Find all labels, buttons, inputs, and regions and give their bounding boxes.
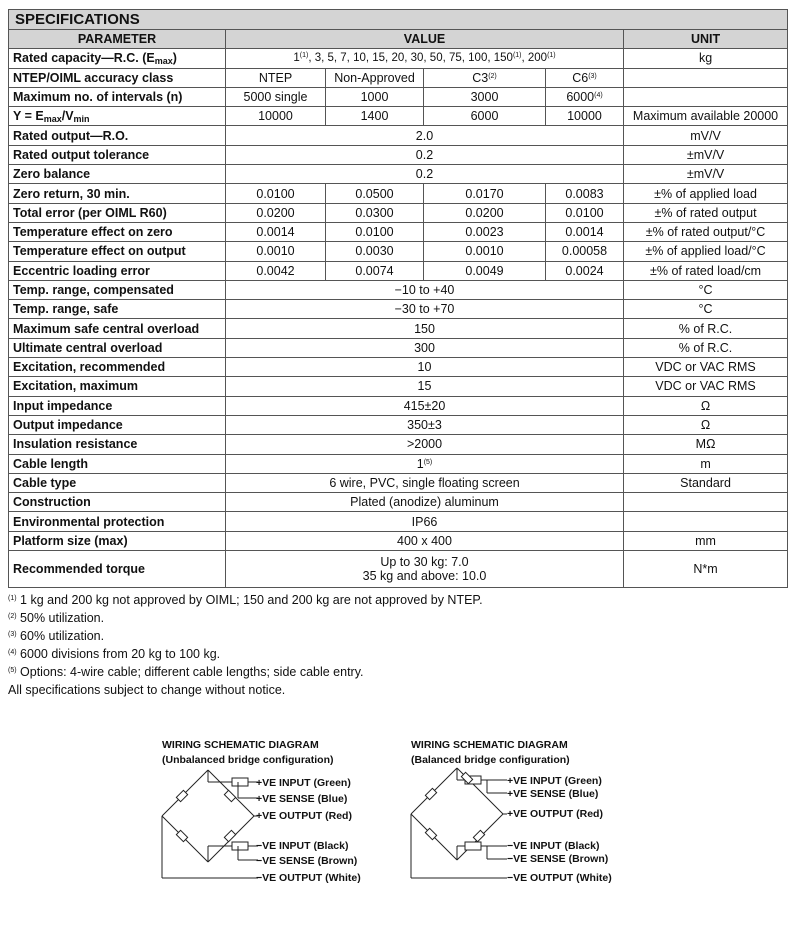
row-cable-type — [9, 473, 788, 492]
value: 0.0010 — [424, 242, 546, 261]
diagram-title: WIRING SCHEMATIC DIAGRAM (Unbalanced bridge configuration) — [162, 739, 334, 766]
value: >2000 — [226, 435, 624, 454]
header-value: VALUE — [226, 30, 624, 49]
param: Temp. range, compensated — [9, 280, 226, 299]
unit: % of R.C. — [624, 338, 788, 357]
row-temp-zero — [9, 222, 788, 241]
unit: % of R.C. — [624, 319, 788, 338]
param: Temperature effect on output — [9, 242, 226, 261]
value: 0.0023 — [424, 222, 546, 241]
value: 3000 — [424, 87, 546, 106]
row-excitation-recommended — [9, 358, 788, 377]
unit — [624, 512, 788, 531]
param: Maximum no. of intervals (n) — [9, 87, 226, 106]
row-torque — [9, 551, 788, 588]
row-accuracy-class — [9, 68, 788, 87]
footnote: $^{(2)}$ 50% utilization. — [8, 611, 105, 625]
unit: ±% of applied load/°C — [624, 242, 788, 261]
wire-label: −VE OUTPUT (White) — [507, 872, 612, 884]
row-max-overload — [9, 319, 788, 338]
value: 0.0014 — [546, 222, 624, 241]
value: IP66 — [226, 512, 624, 531]
param: Eccentric loading error — [9, 261, 226, 280]
param: Rated capacity—R.C. $(E_{max})$ — [9, 49, 226, 68]
unit: ±mV/V — [624, 165, 788, 184]
row-insulation — [9, 435, 788, 454]
row-input-impedance — [9, 396, 788, 415]
value: 0.0030 — [326, 242, 424, 261]
unit — [624, 68, 788, 87]
param: Temperature effect on zero — [9, 222, 226, 241]
value: 1$^{(1)}$, 3, 5, 7, 10, 15, 20, 30, 50, 75, 100, 150$^{(1)}$, 200$^{(1)}$ — [226, 49, 624, 68]
wire-label: −VE INPUT (Black) — [256, 840, 349, 852]
value: 1$^{(5)}$ — [226, 454, 624, 473]
disclaimer: All specifications subject to change without notice. — [8, 683, 286, 697]
value: 0.0200 — [424, 203, 546, 222]
param: $Y = E_{max}/V_{min}$ — [9, 107, 226, 126]
row-construction — [9, 493, 788, 512]
value: 6000$^{(4)}$ — [546, 87, 624, 106]
value: 415±20 — [226, 396, 624, 415]
value: −10 to +40 — [226, 280, 624, 299]
row-temp-safe — [9, 300, 788, 319]
unit: mV/V — [624, 126, 788, 145]
unit: VDC or VAC RMS — [624, 358, 788, 377]
value: 0.2 — [226, 165, 624, 184]
param: Cable length — [9, 454, 226, 473]
specifications-table — [8, 9, 788, 588]
row-temp-output — [9, 242, 788, 261]
param: Excitation, maximum — [9, 377, 226, 396]
value: 0.0042 — [226, 261, 326, 280]
wire-label: −VE SENSE (Brown) — [507, 853, 609, 865]
wire-label: −VE OUTPUT (White) — [256, 872, 361, 884]
wire-label: +VE SENSE (Blue) — [256, 793, 348, 805]
footnotes — [8, 591, 483, 699]
unit: kg — [624, 49, 788, 68]
value: 350±3 — [226, 415, 624, 434]
param: Zero return, 30 min. — [9, 184, 226, 203]
param: Environmental protection — [9, 512, 226, 531]
unit: Standard — [624, 473, 788, 492]
row-output-tolerance — [9, 145, 788, 164]
value: 0.0200 — [226, 203, 326, 222]
value: 0.0100 — [326, 222, 424, 241]
row-environmental — [9, 512, 788, 531]
param: Construction — [9, 493, 226, 512]
footnote: $^{(4)}$ 6000 divisions from 20 kg to 100 kg. — [8, 647, 221, 661]
row-excitation-maximum — [9, 377, 788, 396]
param: Excitation, recommended — [9, 358, 226, 377]
param: Input impedance — [9, 396, 226, 415]
header-unit: UNIT — [624, 30, 788, 49]
value: 0.0170 — [424, 184, 546, 203]
value: 10000 — [546, 107, 624, 126]
param: Cable type — [9, 473, 226, 492]
wire-label: −VE SENSE (Brown) — [256, 855, 358, 867]
value: 0.0300 — [326, 203, 424, 222]
param: NTEP/OIML accuracy class — [9, 68, 226, 87]
value: 0.0049 — [424, 261, 546, 280]
row-eccentric — [9, 261, 788, 280]
value: Plated (anodize) aluminum — [226, 493, 624, 512]
value: 6 wire, PVC, single floating screen — [226, 473, 624, 492]
value: 2.0 — [226, 126, 624, 145]
value: 0.0083 — [546, 184, 624, 203]
unit: Maximum available 20000 — [624, 107, 788, 126]
row-y — [9, 107, 788, 126]
row-output-impedance — [9, 415, 788, 434]
row-rated-output — [9, 126, 788, 145]
unit: ±% of rated output — [624, 203, 788, 222]
row-temp-compensated — [9, 280, 788, 299]
value: 10 — [226, 358, 624, 377]
param: Zero balance — [9, 165, 226, 184]
value: NTEP — [226, 68, 326, 87]
value: 400 x 400 — [226, 531, 624, 550]
unit: MΩ — [624, 435, 788, 454]
unit — [624, 87, 788, 106]
value: 0.0074 — [326, 261, 424, 280]
param: Output impedance — [9, 415, 226, 434]
row-ultimate-overload — [9, 338, 788, 357]
footnote: $^{(5)}$ Options: 4-wire cable; different cable lengths; side cable entry. — [8, 665, 364, 679]
value: 1000 — [326, 87, 424, 106]
value: 0.0100 — [226, 184, 326, 203]
unit: ±% of rated output/°C — [624, 222, 788, 241]
wire-label: +VE INPUT (Green) — [256, 777, 351, 789]
bridge-schematic — [162, 738, 392, 898]
row-platform — [9, 531, 788, 550]
unit: °C — [624, 280, 788, 299]
value: 300 — [226, 338, 624, 357]
bridge-schematic — [411, 738, 641, 898]
diagram-title: WIRING SCHEMATIC DIAGRAM (Balanced bridge configuration) — [411, 739, 570, 766]
unit: VDC or VAC RMS — [624, 377, 788, 396]
value: 15 — [226, 377, 624, 396]
value: 10000 — [226, 107, 326, 126]
value: 6000 — [424, 107, 546, 126]
value: 150 — [226, 319, 624, 338]
value: 0.0024 — [546, 261, 624, 280]
footnote: $^{(3)}$ 60% utilization. — [8, 629, 105, 643]
wire-label: +VE SENSE (Blue) — [507, 788, 599, 800]
unit: ±mV/V — [624, 145, 788, 164]
value: 1400 — [326, 107, 424, 126]
value: −30 to +70 — [226, 300, 624, 319]
param: Rated output—R.O. — [9, 126, 226, 145]
unit: Ω — [624, 415, 788, 434]
unit: °C — [624, 300, 788, 319]
wire-label: +VE INPUT (Green) — [507, 775, 602, 787]
unit — [624, 493, 788, 512]
unit: m — [624, 454, 788, 473]
row-zero-return — [9, 184, 788, 203]
row-rated-capacity — [9, 49, 788, 68]
wire-label: +VE OUTPUT (Red) — [507, 808, 603, 820]
unit: Ω — [624, 396, 788, 415]
value: 0.0010 — [226, 242, 326, 261]
param: Ultimate central overload — [9, 338, 226, 357]
unit: ±% of applied load — [624, 184, 788, 203]
param: Total error (per OIML R60) — [9, 203, 226, 222]
row-intervals — [9, 87, 788, 106]
value: 5000 single — [226, 87, 326, 106]
value: 0.0014 — [226, 222, 326, 241]
value: 0.0500 — [326, 184, 424, 203]
value: 0.0100 — [546, 203, 624, 222]
unit: mm — [624, 531, 788, 550]
wire-label: −VE INPUT (Black) — [507, 840, 600, 852]
value: C6$^{(3)}$ — [546, 68, 624, 87]
param: Platform size (max) — [9, 531, 226, 550]
unit: N*m — [624, 551, 788, 588]
row-zero-balance — [9, 165, 788, 184]
value: 0.2 — [226, 145, 624, 164]
wire-label: +VE OUTPUT (Red) — [256, 810, 352, 822]
row-total-error — [9, 203, 788, 222]
param: Recommended torque — [9, 551, 226, 588]
value: C3$^{(2)}$ — [424, 68, 546, 87]
header-parameter: PARAMETER — [9, 30, 226, 49]
unit: ±% of rated load/cm — [624, 261, 788, 280]
value: Up to 30 kg: 7.0 35 kg and above: 10.0 — [226, 551, 624, 588]
table-title: SPECIFICATIONS — [9, 10, 788, 30]
param: Insulation resistance — [9, 435, 226, 454]
param: Rated output tolerance — [9, 145, 226, 164]
value: Non-Approved — [326, 68, 424, 87]
param: Maximum safe central overload — [9, 319, 226, 338]
param: Temp. range, safe — [9, 300, 226, 319]
value: 0.00058 — [546, 242, 624, 261]
footnote: $^{(1)}$ 1 kg and 200 kg not approved by OIML; 150 and 200 kg are not approved by NTEP. — [8, 593, 483, 607]
row-cable-length — [9, 454, 788, 473]
